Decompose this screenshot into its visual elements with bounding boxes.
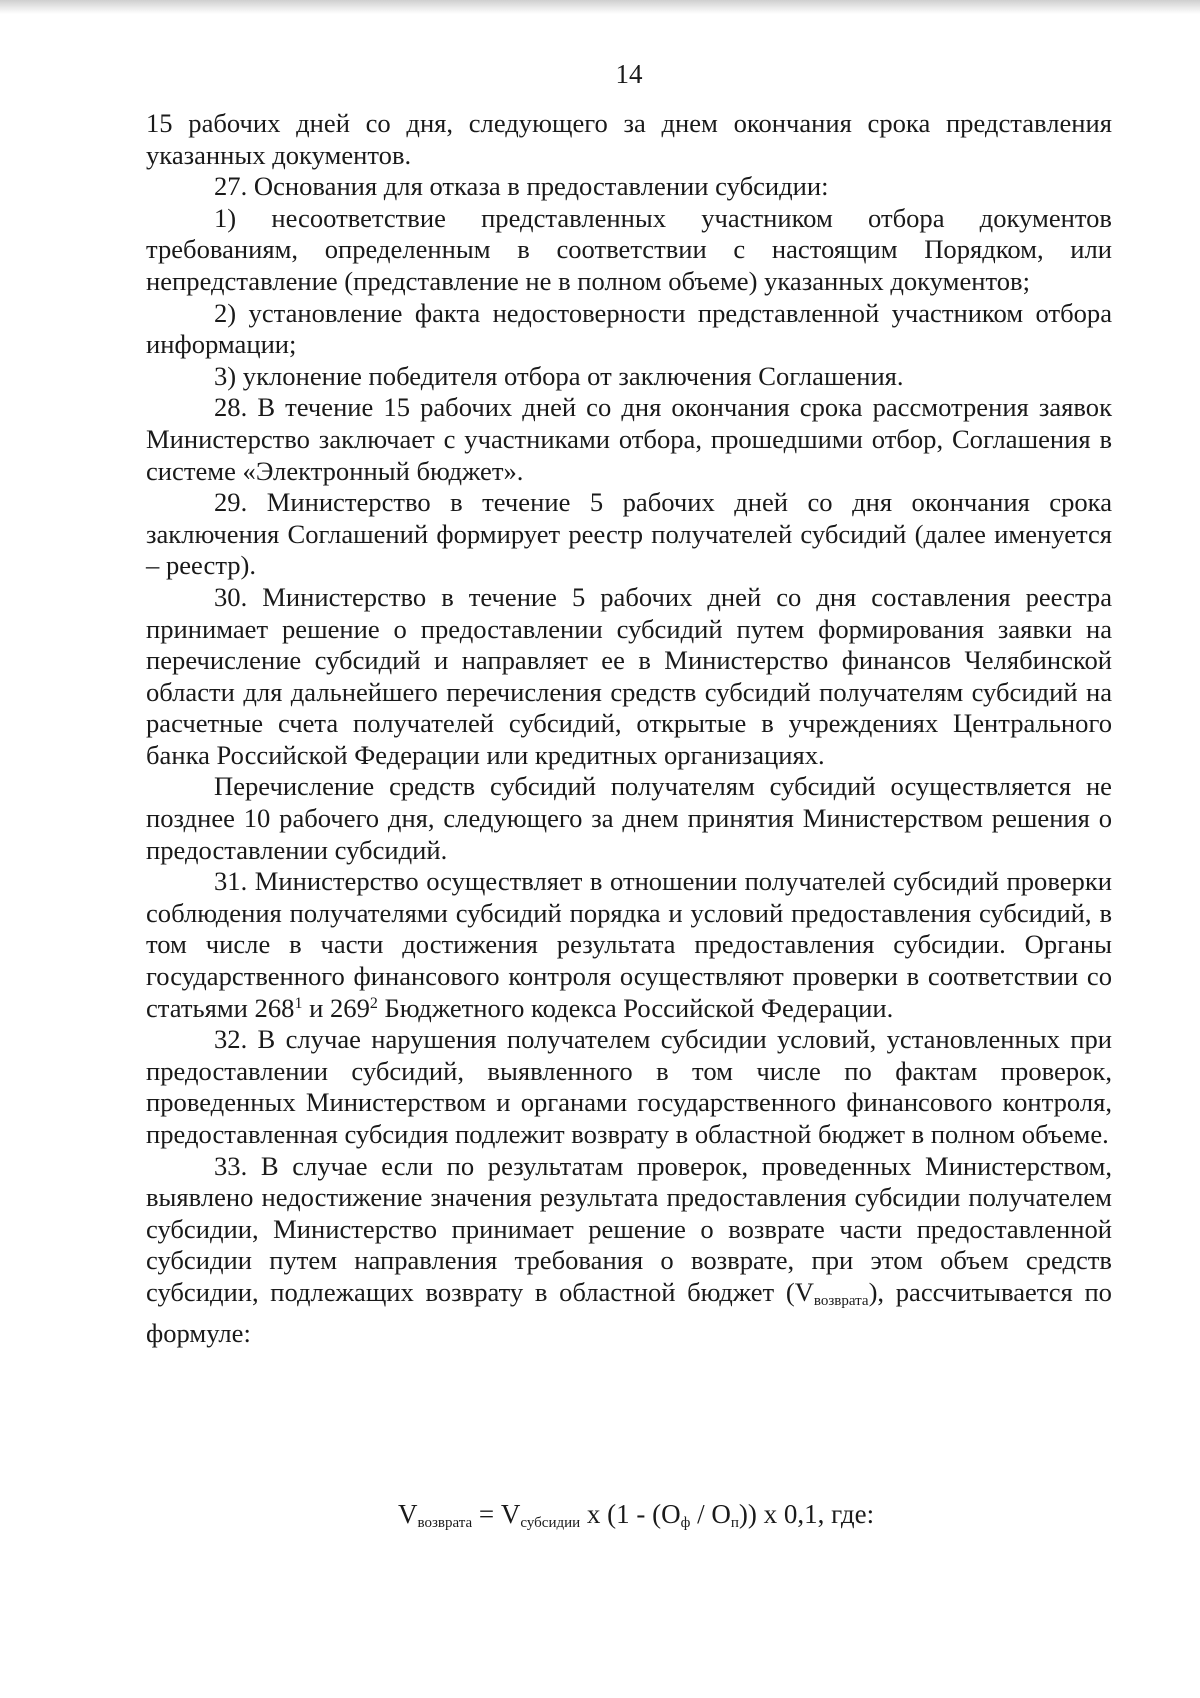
paragraph: 27. Основания для отказа в предоставлении субсидии: <box>214 171 829 202</box>
paragraph: 32. В случае нарушения получателем субсидии условий, установленных при предоставлении субсидий, выявленного в том числе по фактам проверок, проведенных Министерством и органами государственного финансового контроля, предоставленная субсидия подлежит возврату в областной бюджет в полном объеме. <box>146 1024 1112 1149</box>
formula: $V_{возврата} = V_{субсидии}$ х $(1 - (О_ф / О_п))$ х 0,1, где: <box>398 1499 875 1531</box>
paragraph: 2) установление факта недостоверности представленной участником отбора информации; <box>146 297 1112 360</box>
paragraph: 28. В течение 15 рабочих дней со дня окончания срока рассмотрения заявок Министерство заключает с участниками отбора, прошедшими отбор, Соглашения в системе «Электронный бюджет». <box>146 392 1112 486</box>
page-number: 14 <box>615 59 643 89</box>
paragraph-33 <box>146 1151 1112 1350</box>
paragraph-33-text: ), рассчитывается по формуле: <box>146 1276 1112 1348</box>
paragraph: Перечисление средств субсидий получателям субсидий осуществляется не позднее 10 рабочего дня, следующего за днем принятия Министерством решения о предоставлении субсидий. <box>146 771 1112 865</box>
paragraph-31-text: 31. Министерство осуществляет в отношении получателей субсидий проверки соблюдения получателями субсидий порядка и условий предоставления субсидий, в том числе в части достижения результата предоставления субсидии. Органы государственного финансового контроля осуществляют проверки в соответствии со статьями 268 <box>146 866 1112 1023</box>
subscript: возврата <box>813 1292 869 1309</box>
paragraph-31-text: и 269 <box>302 992 370 1023</box>
superscript: 1 <box>294 994 303 1012</box>
paragraph: 29. Министерство в течение 5 рабочих дней со дня окончания срока заключения Соглашений формирует реестр получателей субсидий (далее именуется – реестр). <box>146 487 1112 581</box>
paragraph-31-text: Бюджетного кодекса Российской Федерации. <box>377 992 894 1023</box>
paragraph-33-text: 33. В случае если по результатам проверок, проведенных Министерством, выявлено недостижение значения результата предоставления субсидии получателем субсидии, Министерство принимает решение о возврате части предоставленной субсидии путем направления требования о возврате, при этом объем средств субсидии, подлежащих возврату в областной бюджет (V <box>146 1150 1112 1307</box>
paragraph-31 <box>146 866 1112 1024</box>
paragraph: 30. Министерство в течение 5 рабочих дней со дня составления реестра принимает решение о предоставлении субсидий путем формирования заявки на перечисление субсидий и направляет ее в Министерство финансов Челябинской области для дальнейшего перечисления средств субсидий получателям субсидий на расчетные счета получателей субсидий, открытые в учреждениях Центрального банка Российской Федерации или кредитных организациях. <box>146 581 1112 770</box>
paragraph: 3) уклонение победителя отбора от заключения Соглашения. <box>214 360 904 391</box>
document-body <box>146 108 1112 1349</box>
paragraph: 15 рабочих дней со дня, следующего за днем окончания срока представления указанных документов. <box>146 108 1112 170</box>
superscript: 2 <box>369 994 378 1012</box>
paragraph: 1) несоответствие представленных участником отбора документов требованиям, определенным в соответствии с настоящим Порядком, или непредставление (представление не в полном объеме) указанных документов; <box>146 202 1112 296</box>
